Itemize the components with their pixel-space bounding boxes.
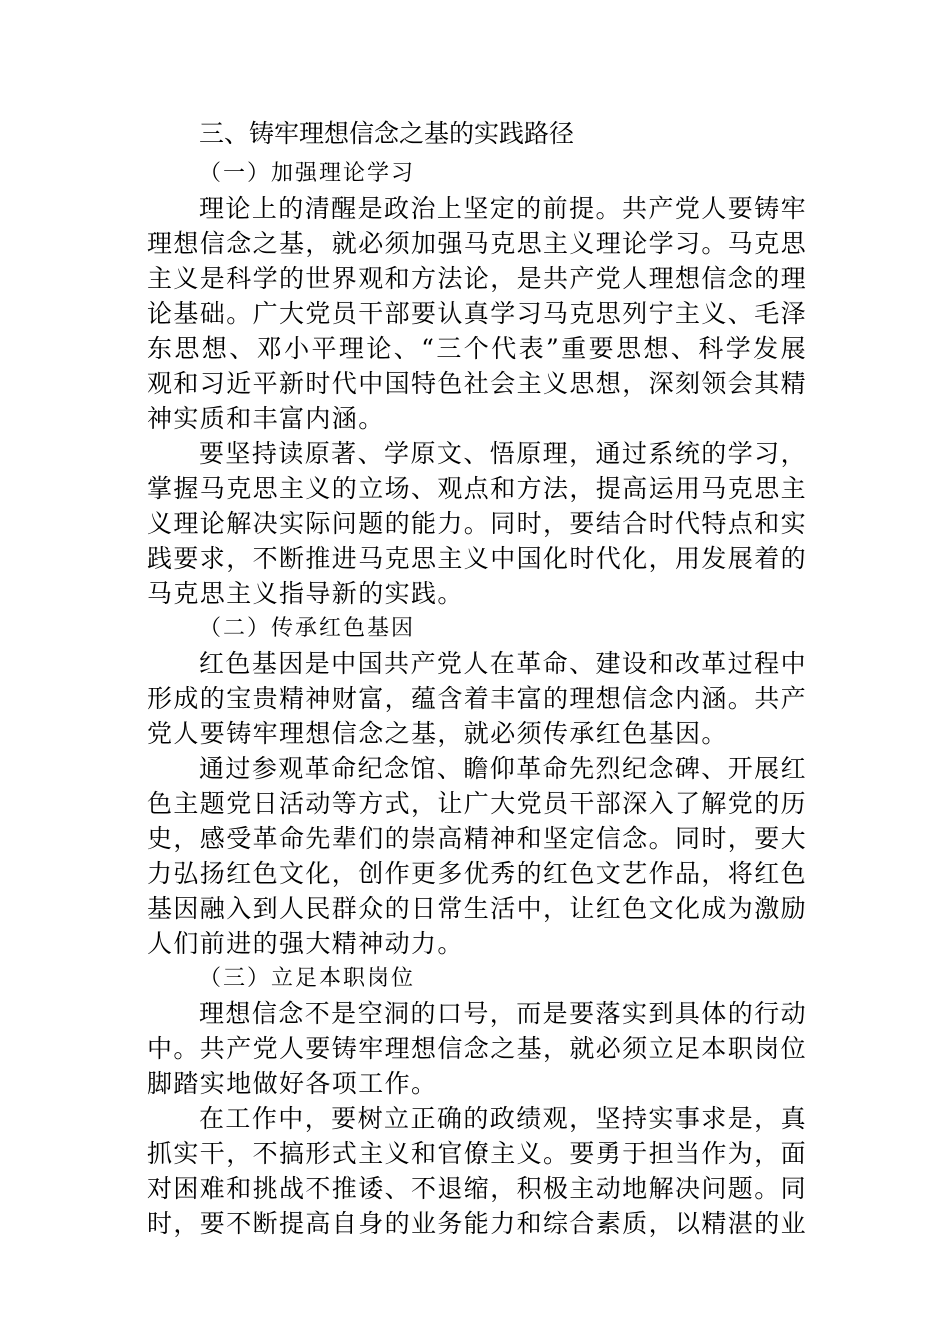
document-body — [147, 112, 807, 1241]
paragraph-2-2: 通过参观革命纪念馆、瞻仰革命先烈纪念碑、开展红色主题党日活动等方式，让广大党员干部深入了解党的历史，感受革命先辈们的崇高精神和坚定信念。同时，要大力弘扬红色文化，创作更多优秀的红色文艺作品，将红色基因融入到人民群众的日常生活中，让红色文化成为激励人们前进的强大精神动力。 — [147, 754, 808, 958]
paragraph-3-2: 在工作中，要树立正确的政绩观，坚持实事求是，真抓实干，不搞形式主义和官僚主义。要勇于担当作为，面对困难和挑战不推诿、不退缩，积极主动地解决问题。同时，要不断提高自身的业务能力和综合素质，以精湛的业 — [147, 1104, 808, 1238]
paragraph-3-1: 理想信念不是空洞的口号，而是要落实到具体的行动中。共产党人要铸牢理想信念之基，就必须立足本职岗位脚踏实地做好各项工作。 — [147, 999, 808, 1098]
section-title: 三、铸牢理想信念之基的实践路径 — [199, 119, 575, 148]
paragraph-1-1: 理论上的清醒是政治上坚定的前提。共产党人要铸牢理想信念之基，就必须加强马克思主义理论学习。马克思主义是科学的世界观和方法论，是共产党人理想信念的理论基础。广大党员干部要认真学习马克思列宁主义、毛泽东思想、邓小平理论、“三个代表”重要思想、科学发展观和习近平新时代中国特色社会主义思想，深刻领会其精神实质和丰富内涵。 — [147, 194, 808, 433]
paragraph-1-2: 要坚持读原著、学原文、悟原理，通过系统的学习，掌握马克思主义的立场、观点和方法，提高运用马克思主义理论解决实际问题的能力。同时，要结合时代特点和实践要求，不断推进马克思主义中国化时代化，用发展着的马克思主义指导新的实践。 — [147, 439, 808, 608]
subsection-heading-1: （一）加强理论学习 — [199, 161, 416, 186]
paragraph-2-1: 红色基因是中国共产党人在革命、建设和改革过程中形成的宝贵精神财富，蕴含着丰富的理想信念内涵。共产党人要铸牢理想信念之基，就必须传承红色基因。 — [147, 649, 808, 748]
subsection-heading-3: （三）立足本职岗位 — [199, 966, 416, 991]
subsection-heading-2: （二）传承红色基因 — [199, 616, 416, 641]
